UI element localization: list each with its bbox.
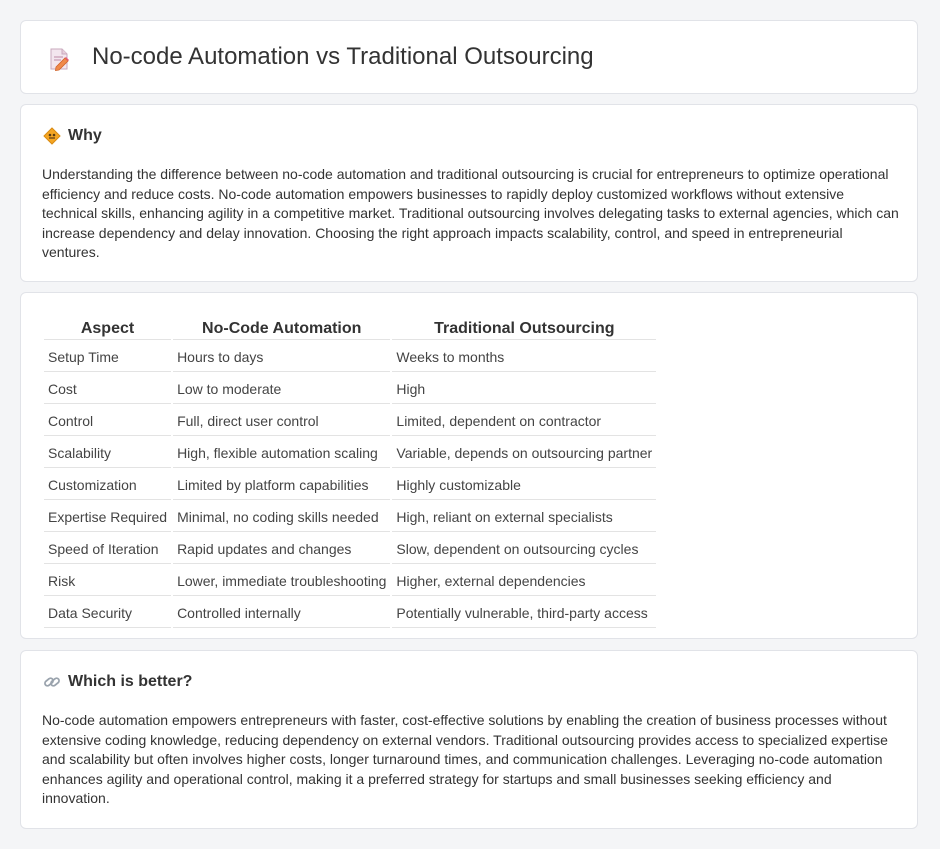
table-cell: High, reliant on external specialists (392, 502, 656, 532)
which-is-better-section (20, 650, 918, 829)
why-heading: Why (68, 127, 102, 144)
table-cell: Data Security (44, 598, 171, 628)
header-card (20, 20, 918, 94)
table-cell: Potentially vulnerable, third-party access (392, 598, 656, 628)
table-cell: High (392, 374, 656, 404)
table-cell: Lower, immediate troubleshooting (173, 566, 390, 596)
column-header-aspect: Aspect (44, 317, 171, 340)
table-cell: Limited, dependent on contractor (392, 406, 656, 436)
table-cell: Limited by platform capabilities (173, 470, 390, 500)
table-row (44, 470, 656, 500)
table-cell: Slow, dependent on outsourcing cycles (392, 534, 656, 564)
table-row (44, 598, 656, 628)
table-row (44, 438, 656, 468)
table-cell: Variable, depends on outsourcing partner (392, 438, 656, 468)
table-cell: Scalability (44, 438, 171, 468)
table-header-row (44, 317, 656, 340)
link-icon (43, 673, 61, 691)
table-cell: Minimal, no coding skills needed (173, 502, 390, 532)
which-is-better-heading: Which is better? (68, 673, 193, 690)
table-cell: Speed of Iteration (44, 534, 171, 564)
table-row (44, 534, 656, 564)
table-row (44, 406, 656, 436)
comparison-section (20, 292, 918, 639)
diamond-sign-icon (43, 127, 61, 145)
table-row (44, 502, 656, 532)
table-row (44, 566, 656, 596)
table-cell: Risk (44, 566, 171, 596)
table-row (44, 342, 656, 372)
table-cell: Weeks to months (392, 342, 656, 372)
table-cell: Full, direct user control (173, 406, 390, 436)
table-cell: Control (44, 406, 171, 436)
which-is-better-text: No-code automation empowers entrepreneurs with faster, cost-effective solutions by enabling the creation of business processes without extensive coding knowledge, reducing dependency on external vendors. Traditional outsourcing provides access to specialized expertise and scalability but often involves higher costs, longer turnaround times, and communication challenges. Leveraging no-code automation enhances agility and operational control, making it a preferred strategy for startups and small businesses seeking efficiency and innovation. (42, 712, 888, 807)
table-cell: Higher, external dependencies (392, 566, 656, 596)
comparison-table (42, 315, 658, 630)
table-cell: Highly customizable (392, 470, 656, 500)
column-header-no-code: No-Code Automation (173, 317, 390, 340)
table-cell: Controlled internally (173, 598, 390, 628)
table-cell: High, flexible automation scaling (173, 438, 390, 468)
column-header-outsourcing: Traditional Outsourcing (392, 317, 656, 340)
why-section (20, 104, 918, 282)
page-title: No-code Automation vs Traditional Outsourcing (92, 43, 594, 70)
table-row (44, 374, 656, 404)
table-cell: Customization (44, 470, 171, 500)
table-cell: Rapid updates and changes (173, 534, 390, 564)
why-text: Understanding the difference between no-code automation and traditional outsourcing is crucial for entrepreneurs to optimize operational efficiency and reduce costs. No-code automation empowers businesses to rapidly deploy customized workflows without extensive technical skills, enhancing agility in a competitive market. Traditional outsourcing involves delegating tasks to external agencies, which can increase dependency and delay innovation. Choosing the right approach impacts scalability, control, and speed in entrepreneurial ventures. (42, 166, 899, 261)
table-cell: Cost (44, 374, 171, 404)
table-cell: Setup Time (44, 342, 171, 372)
table-cell: Expertise Required (44, 502, 171, 532)
table-cell: Low to moderate (173, 374, 390, 404)
table-cell: Hours to days (173, 342, 390, 372)
document-pencil-icon (47, 47, 71, 71)
